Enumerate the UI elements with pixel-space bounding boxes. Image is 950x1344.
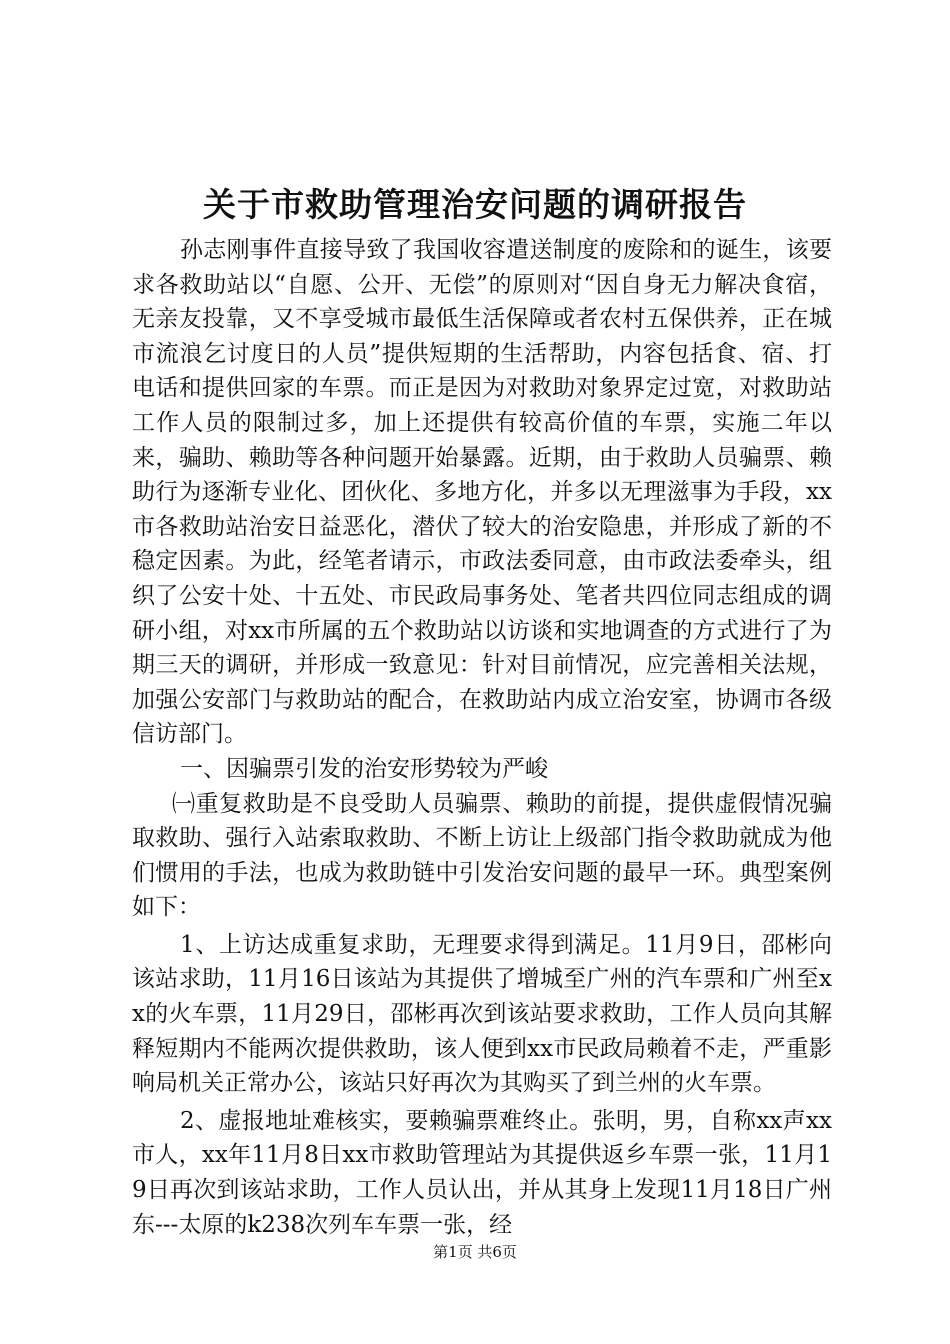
document-title: 关于市救助管理治安问题的调研报告: [203, 185, 747, 224]
section-heading: 一、因骗票引发的治安形势较为严峻: [180, 755, 548, 782]
document-body: [132, 233, 832, 1242]
case-paragraph-1: 1、上访达成重复求助，无理要求得到满足。11月9日，邵彬向该站求助，11月16日该站为其提供了增城至广州的汽车票和广州至xx的火车票，11月29日，邵彬再次到该站要求救助，工作人员向其解释短期内不能两次提供救助，该人便到xx市民政局赖着不走，严重影响局机关正常办公，该站只好再次为其购买了到兰州的火车票。: [132, 931, 832, 1097]
case-paragraph-2: 2、虚报地址难核实，要赖骗票难终止。张明，男，自称xx声xx市人，xx年11月8日xx市救助管理站为其提供返乡车票一张，11月19日再次到该站求助，工作人员认出，并从其身上发现11月18日广州东---太原的k238次列车车票一张，经: [132, 1107, 832, 1238]
intro-paragraph: 孙志刚事件直接导致了我国收容遣送制度的废除和的诞生，该要求各救助站以“自愿、公开、无偿”的原则对“因自身无力解决食宿，无亲友投靠，又不享受城市最低生活保障或者农村五保供养，正在城市流浪乞讨度日的人员”提供短期的生活帮助，内容包括食、宿、打电话和提供回家的车票。而正是因为对救助对象界定过宽，对救助站工作人员的限制过多，加上还提供有较高价值的车票，实施二年以来，骗助、赖助等各种问题开始暴露。近期，由于救助人员骗票、赖助行为逐渐专业化、团伙化、多地方化，并多以无理滋事为手段，xx市各救助站治安日益恶化，潜伏了较大的治安隐患，并形成了新的不稳定因素。为此，经笔者请示，市政法委同意，由市政法委牵头，组织了公安十处、十五处、市民政局事务处、笔者共四位同志组成的调研小组，对xx市所属的五个救助站以访谈和实地调查的方式进行了为期三天的调研，并形成一致意见：针对目前情况，应完善相关法规，加强公安部门与救助站的配合，在救助站内成立治安室，协调市各级信访部门。: [132, 237, 832, 748]
page-number-footer: 第1页 共6页: [433, 1243, 517, 1261]
subsection-paragraph: ㈠重复救助是不良受助人员骗票、赖助的前提，提供虚假情况骗取救助、强行入站索取救助、不断上访让上级部门指令救助就成为他们惯用的手法，也成为救助链中引发治安问题的最早一环。典型案例如下：: [132, 790, 832, 921]
